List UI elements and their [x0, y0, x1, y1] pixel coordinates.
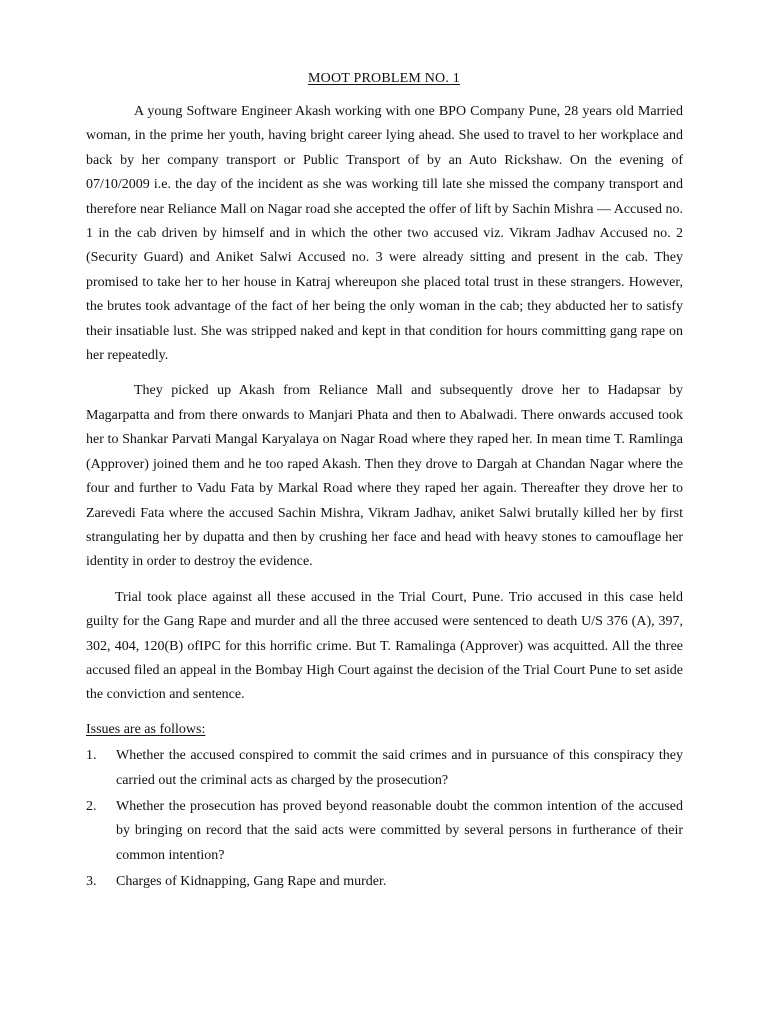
- issue-text: Charges of Kidnapping, Gang Rape and murder.: [116, 874, 387, 890]
- issue-text: Whether the prosecution has proved beyond reasonable doubt the common intention of the accused by bringing on record that the said acts were committed by several persons in furtherance of their common intention?: [116, 798, 683, 863]
- issue-item-2: [86, 795, 683, 868]
- document-title-text: MOOT PROBLEM NO. 1: [308, 71, 460, 86]
- issue-number: 3.: [86, 874, 97, 890]
- paragraph-incident: A young Software Engineer Akash working with one BPO Company Pune, 28 years old Married woman, in the prime her youth, having bright career lying ahead. She used to travel to her workplace and back by her company transport or Public Transport of by an Auto Rickshaw. On the evening of 07/10/2009 i.e. the day of the incident as she was working till late she missed the company transport and therefore near Reliance Mall on Nagar road she accepted the offer of lift by Sachin Mishra — Accused no. 1 in the cab driven by himself and in which the other two accused viz. Vikram Jadhav Accused no. 2 (Security Guard) and Aniket Salwi Accused no. 3 were already sitting and present in the cab. They promised to take her to her house in Katraj whereupon she placed total trust in these strangers. However, the brutes took advantage of the fact of her being the only woman in the cab; they abducted her to satisfy their insatiable lust. She was stripped naked and kept in that condition for hours committing gang rape on her repeatedly.: [86, 104, 683, 364]
- issue-item-3: [86, 870, 683, 894]
- paragraph-trial: Trial took place against all these accused in the Trial Court, Pune. Trio accused in this case held guilty for the Gang Rape and murder and all the three accused were sentenced to death U/S 376 (A), 397, 302, 404, 120(B) ofIPC for this horrific crime. But T. Ramalinga (Approver) was acquitted. All the three accused filed an appeal in the Bombay High Court against the decision of the Trial Court Pune to set aside the conviction and sentence.: [86, 589, 683, 703]
- paragraph-route: They picked up Akash from Reliance Mall and subsequently drove her to Hadapsar by Magarpatta and from there onwards to Manjari Phata and then to Abalwadi. There onwards accused took her to Shankar Parvati Mangal Karyalaya on Nagar Road where they raped her. In mean time T. Ramlinga (Approver) joined them and he too raped Akash. Then they drove to Dargah at Chandan Nagar where the four and further to Vadu Fata by Markal Road where they raped her again. Thereafter they drove her to Zarevedi Fata where the accused Sachin Mishra, Vikram Jadhav, aniket Salwi brutally killed her by first strangulating her by dupatta and then by crushing her face and head with heavy stones to camouflage her identity in order to destroy the evidence.: [86, 383, 683, 570]
- issue-number: 2.: [86, 798, 97, 814]
- document-body: [86, 100, 683, 895]
- issue-item-1: [86, 744, 683, 793]
- issues-list: [86, 744, 683, 894]
- issue-text: Whether the accused conspired to commit the said crimes and in pursuance of this conspiracy they carried out the criminal acts as charged by the prosecution?: [116, 748, 683, 788]
- issues-heading: Issues are as follows:: [86, 721, 206, 737]
- issue-number: 1.: [86, 748, 97, 764]
- document-title: [0, 69, 768, 89]
